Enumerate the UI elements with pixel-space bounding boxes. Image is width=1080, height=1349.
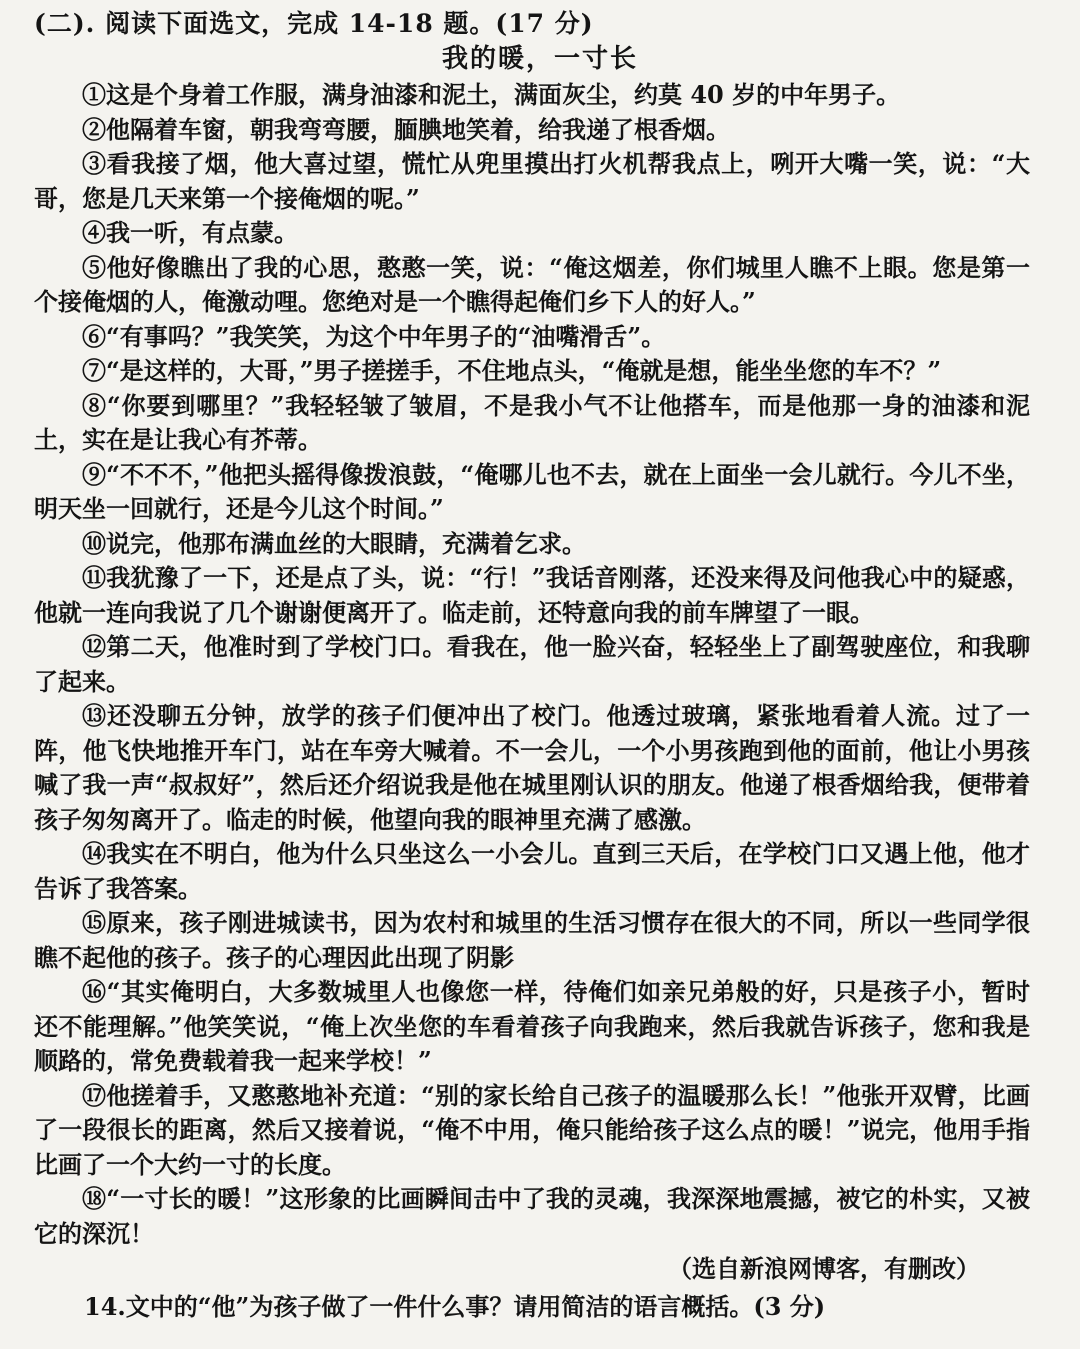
article-source: （选自新浪网博客，有删改） [668, 1254, 980, 1283]
article-title: 我的暖，一寸长 [441, 44, 638, 74]
article-body [34, 78, 1030, 1251]
paragraph-3: ③看我接了烟，他大喜过望，慌忙从兜里摸出打火机帮我点上，咧开大嘴一笑，说：“大哥，您是几天来第一个接俺烟的呢。” [34, 149, 1030, 213]
paragraph-15: ⑮原来，孩子刚进城读书，因为农村和城里的生活习惯存在很大的不同，所以一些同学很瞧不起他的孩子。孩子的心理因此出现了阴影 [34, 908, 1030, 972]
paragraph-17: ⑰他搓着手，又憨憨地补充道：“别的家长给自己孩子的温暖那么长！”他张开双臂，比画了一段很长的距离，然后又接着说，“俺不中用，俺只能给孩子这么点的暖！”说完，他用手指比画了一个大约一寸的长度。 [34, 1080, 1030, 1179]
paragraph-1: ①这是个身着工作服，满身油漆和泥土，满面灰尘，约莫 40 岁的中年男子。 [82, 80, 901, 109]
paragraph-5: ⑤他好像瞧出了我的心思，憨憨一笑，说：“俺这烟差，你们城里人瞧不上眼。您是第一个接俺烟的人，俺激动哩。您绝对是一个瞧得起俺们乡下人的好人。” [34, 252, 1030, 316]
paragraph-7: ⑦“是这样的，大哥，”男子搓搓手，不住地点头，“俺就是想，能坐坐您的车不？” [82, 356, 942, 385]
paragraph-16: ⑯“其实俺明白，大多数城里人也像您一样，待俺们如亲兄弟般的好，只是孩子小，暂时还不能理解。”他笑笑说，“俺上次坐您的车看着孩子向我跑来，然后我就告诉孩子，您和我是顺路的，常免费载着我一起来学校！” [34, 977, 1030, 1075]
section-heading: (二). 阅读下面选文，完成 14-18 题。(17 分) [34, 9, 594, 38]
question-14: 14.文中的“他”为孩子做了一件什么事？请用简洁的语言概括。(3 分) [84, 1292, 826, 1321]
paragraph-11: ⑪我犹豫了一下，还是点了头，说：“行！”我话音刚落，还没来得及问他我心中的疑惑，他就一连向我说了几个谢谢便离开了。临走前，还特意向我的前车牌望了一眼。 [34, 563, 1030, 627]
paragraph-18: ⑱“一寸长的暖！”这形象的比画瞬间击中了我的灵魂，我深深地震撼，被它的朴实，又被它的深沉！ [34, 1184, 1030, 1248]
paragraph-2: ②他隔着车窗，朝我弯弯腰，腼腆地笑着，给我递了根香烟。 [82, 114, 730, 144]
paragraph-13: ⑬还没聊五分钟，放学的孩子们便冲出了校门。他透过玻璃，紧张地看着人流。过了一阵，他飞快地推开车门，站在车旁大喊着。不一会儿，一个小男孩跑到他的面前，他让小男孩喊了我一声“叔叔好”，然后还介绍说我是他在城里刚认识的朋友。他递了根香烟给我，便带着孩子匆匆离开了。临走的时候，他望向我的眼神里充满了感激。 [34, 701, 1030, 834]
paragraph-8: ⑧“你要到哪里？”我轻轻皱了皱眉，不是我小气不让他搭车，而是他那一身的油漆和泥土，实在是让我心有芥蒂。 [34, 390, 1030, 454]
paragraph-14: ⑭我实在不明白，他为什么只坐这么一小会儿。直到三天后，在学校门口又遇上他，他才告诉了我答案。 [34, 839, 1030, 903]
paragraph-6: ⑥“有事吗？”我笑笑，为这个中年男子的“油嘴滑舌”。 [82, 321, 666, 351]
paragraph-9: ⑨“不不不，”他把头摇得像拨浪鼓，“俺哪儿也不去，就在上面坐一会儿就行。今儿不坐，明天坐一回就行，还是今儿这个时间。” [34, 459, 1030, 523]
paragraph-4: ④我一听，有点蒙。 [82, 218, 298, 247]
paragraph-12: ⑫第二天，他准时到了学校门口。看我在，他一脸兴奋，轻轻坐上了副驾驶座位，和我聊了起来。 [34, 632, 1030, 696]
paragraph-10: ⑩说完，他那布满血丝的大眼睛，充满着乞求。 [82, 528, 586, 558]
